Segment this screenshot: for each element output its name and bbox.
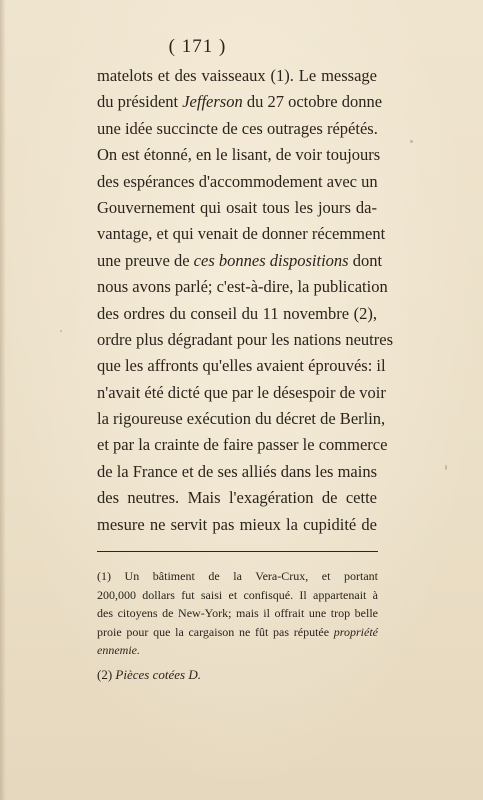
text-line: et par la crainte de faire passer le commerce — [97, 435, 388, 455]
text-line: des espérances d'accommodement avec un — [97, 171, 378, 191]
text-segment: une preuve de — [97, 250, 194, 270]
text-segment: dont — [348, 250, 383, 270]
paper-speck — [60, 330, 62, 332]
text-line: mesure ne servit pas mieux la cupidité de — [97, 514, 377, 534]
text-line — [97, 89, 383, 115]
text-line: nous avons parlé; c'est-à-dire, la publication — [97, 277, 388, 297]
footnote-1 — [97, 567, 378, 660]
text-line: une idée succincte de ces outrages répétés. — [97, 118, 378, 138]
footnote-2 — [97, 666, 201, 684]
text-line: que les affronts qu'elles avaient éprouvés: il — [97, 356, 386, 376]
footnote-rule — [97, 551, 378, 552]
page-number: ( 171 ) — [168, 36, 227, 57]
text-line — [97, 248, 383, 274]
text-segment: proie pour que la cargaison ne fût pas réputée — [97, 624, 334, 639]
italic-phrase: ces bonnes dispositions — [193, 250, 349, 270]
italic-word: propriété — [333, 624, 378, 639]
text-line: On est étonné, en le lisant, de voir toujours — [97, 145, 381, 165]
text-line: vantage, et qui venait de donner récemment — [97, 224, 386, 244]
paper-speck — [410, 140, 413, 143]
text-segment: du 27 octobre donne — [242, 92, 383, 112]
body-text — [97, 63, 394, 538]
text-line: des neutres. Mais l'exagération de cette — [97, 488, 377, 508]
text-line: ordre plus dégradant pour les nations neutres — [97, 329, 394, 349]
text-segment: (2) — [97, 667, 116, 682]
italic-name: Jefferson — [182, 92, 243, 112]
footnote-line: des citoyens de New-York; mais il offrait une trop belle — [97, 606, 378, 621]
text-segment: du président — [97, 92, 183, 112]
text-line: la rigoureuse exécution du décret de Berlin, — [97, 409, 386, 429]
text-line: Gouvernement qui osait tous les jours da- — [97, 197, 377, 217]
paper-speck — [445, 465, 447, 470]
text-line: de la France et de ses alliés dans les mains — [97, 461, 377, 481]
text-line: matelots et des vaisseaux (1). Le message — [97, 66, 377, 85]
text-line: des ordres du conseil du 11 novembre (2), — [97, 303, 377, 323]
footnote-line: (1) Un bâtiment de la Vera-Crux, et portant — [97, 569, 378, 583]
gutter-shadow — [0, 0, 6, 800]
text-line: n'avait été dicté que par le désespoir de voir — [97, 382, 386, 402]
footnote-line: ennemie. — [97, 643, 140, 658]
footnote-line — [97, 623, 378, 642]
footnote-line: 200,000 dollars fut saisi et confisqué. Il appartenait à — [97, 587, 378, 602]
italic-reference: Pièces cotées D. — [115, 667, 201, 682]
